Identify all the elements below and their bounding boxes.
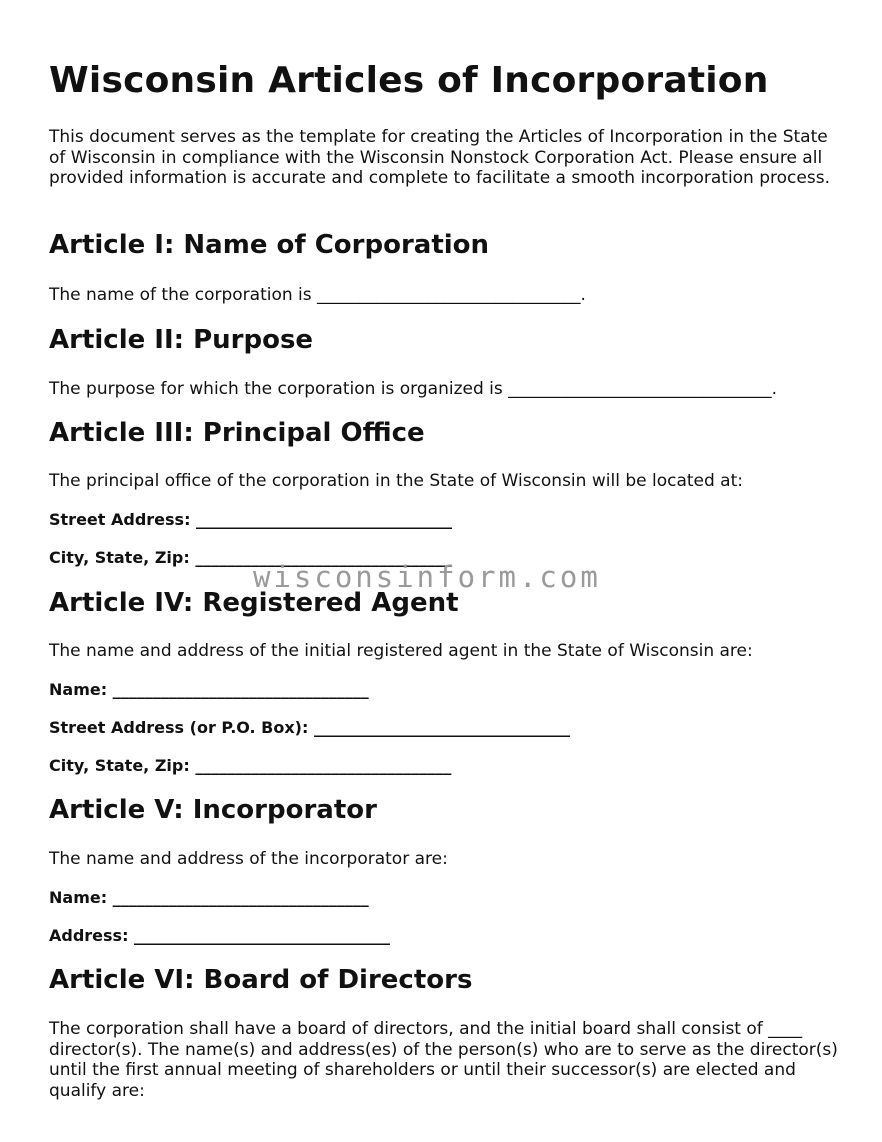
- principal-office-text: The principal office of the corporation in the State of Wisconsin will be located at:: [49, 471, 743, 491]
- purpose-line: The purpose for which the corporation is organized is _______________________________.: [49, 379, 778, 399]
- agent-city-field: City, State, Zip: ________________________________: [49, 756, 452, 775]
- agent-street-field: Street Address (or P.O. Box): ________________________________: [49, 718, 570, 737]
- article-4-heading: Article IV: Registered Agent: [49, 588, 459, 618]
- incorporator-address-field: Address: ________________________________: [49, 926, 391, 945]
- corporation-name-line: The name of the corporation is _______________________________.: [49, 285, 586, 305]
- board-of-directors-text: The corporation shall have a board of directors, and the initial board shall consist of ____ director(s). The name(s) and address(es) of the person(s) who are to serve as the director(s) until the first annual meeting of shareholders or until their successor(s) are elected and qualify are:: [49, 1019, 838, 1101]
- watermark: wisconsinform.com: [253, 560, 601, 594]
- agent-name-field: Name: ________________________________: [49, 680, 369, 699]
- intro-paragraph: This document serves as the template for creating the Articles of Incorporation in the State of Wisconsin in compliance with the Wisconsin Nonstock Corporation Act. Please ensure all provided information is accurate and complete to facilitate a smooth incorporation process.: [49, 127, 830, 188]
- article-1-heading: Article I: Name of Corporation: [49, 230, 490, 260]
- article-3-heading: Article III: Principal Office: [49, 418, 425, 448]
- incorporator-text: The name and address of the incorporator are:: [49, 849, 448, 869]
- principal-street-field: Street Address: ________________________________: [49, 510, 453, 529]
- article-2-heading: Article II: Purpose: [49, 325, 314, 355]
- principal-city-field: City, State, Zip: ________________________________: [49, 548, 452, 567]
- incorporator-name-field: Name: ________________________________: [49, 888, 369, 907]
- document-title: Wisconsin Articles of Incorporation: [49, 60, 769, 101]
- article-5-heading: Article V: Incorporator: [49, 795, 377, 825]
- article-6-heading: Article VI: Board of Directors: [49, 965, 473, 995]
- registered-agent-text: The name and address of the initial registered agent in the State of Wisconsin are:: [49, 641, 753, 661]
